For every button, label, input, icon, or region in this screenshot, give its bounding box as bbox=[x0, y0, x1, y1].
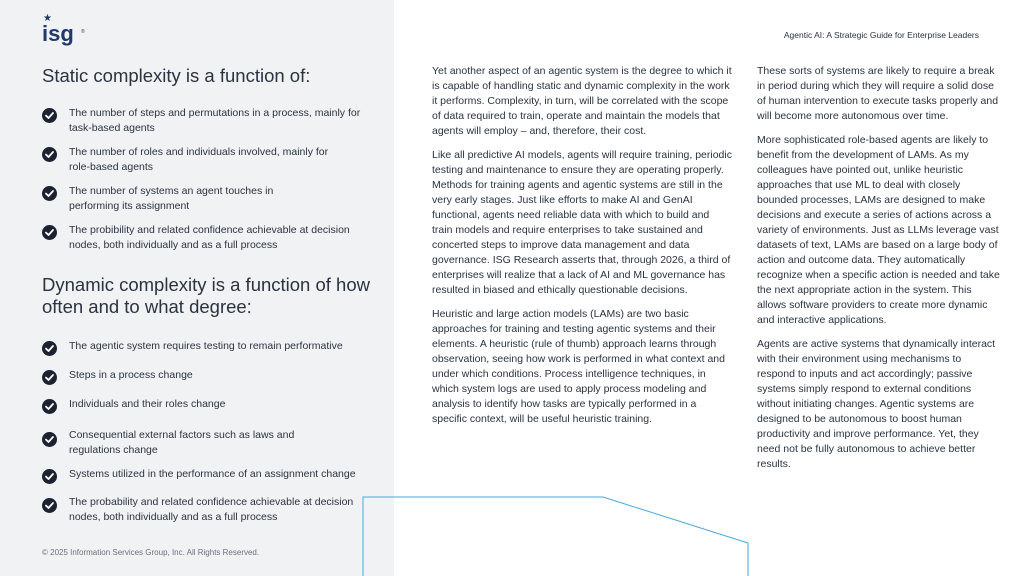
list-item-text: The agentic system requires testing to remain performative bbox=[69, 340, 343, 352]
paragraph: Yet another aspect of an agentic system is the degree to which it is capable of handling static and dynamic complexity in the work it performs. Complexity, in turn, will be correlated with the scope of data required to train, operate and maintain the models that agents will employ – and, therefore, their cost. bbox=[432, 65, 732, 137]
logo-star-icon: ★ bbox=[43, 13, 52, 24]
logo-text: isg bbox=[42, 21, 74, 46]
list-item-text: The probability and related confidence achievable at decision nodes, both individually and as a full process bbox=[69, 496, 354, 523]
paragraph: These sorts of systems are likely to require a break in period during which they will require a solid dose of human intervention to execute tasks properly and will become more autonomous over time. bbox=[757, 65, 999, 122]
paragraph: More sophisticated role-based agents are likely to benefit from the development of LAMs. As my colleagues have pointed out, unlike heuristic approaches that use ML to deal with closely bounded processes, LAMs are designed to make decisions and execute a series of actions across a variety of environments. Just as LLMs leverage vast datasets of text, LAMs are based on a large body of action and outcome data. They automatically recognize when a specific action is needed and take the next appropriate action in the system. This allows software providers to create more dynamic and interactive applications. bbox=[757, 134, 1000, 326]
dynamic-complexity-heading: Dynamic complexity is a function of how often and to what degree: bbox=[42, 274, 370, 317]
list-item-text: The probibility and related confidence achievable at decision nodes, both individually and as a full process bbox=[69, 224, 350, 251]
list-item-text: Individuals and their roles change bbox=[69, 398, 226, 410]
list-item-text: The number of systems an agent touches in performing its assignment bbox=[69, 185, 274, 212]
paragraph: Heuristic and large action models (LAMs) are two basic approaches for training and testing agentic systems and their elements. A heuristic (rule of thumb) approach learns through observation, seeing how work is performed in what context and under which conditions. Process intelligence techniques, in which system logs are used to apply process modeling and analysis to identify how tasks are typically performed in a specific context, will be useful heuristic training. bbox=[432, 308, 725, 425]
logo-trademark: ® bbox=[81, 29, 85, 35]
paragraph: Agents are active systems that dynamically interact with their environment using mechanisms to respond to inputs and act accordingly; passive systems simply respond to external conditions without initiating changes. Agentic systems are designed to be autonomous to boost human productivity and improve performance. Yet, they need not be fully autonomous to achieve better results. bbox=[757, 338, 996, 470]
list-item-text: Consequential external factors such as laws and regulations change bbox=[69, 429, 295, 456]
list-item-text: Steps in a process change bbox=[69, 369, 193, 381]
document-title: Agentic AI: A Strategic Guide for Enterprise Leaders bbox=[783, 30, 979, 40]
copyright-notice: © 2025 Information Services Group, Inc. All Rights Reserved. bbox=[42, 548, 260, 557]
list-item-text: The number of roles and individuals involved, mainly for role-based agents bbox=[69, 146, 329, 173]
paragraph: Like all predictive AI models, agents will require training, periodic testing and maintenance to ensure they are operating properly. Methods for training agents and agentic systems are still in the very early stages. Just like efforts to make AI and GenAI functional, agents need reliable data with which to build and train models and require enterprises to take sustained and concerted steps to improve data management and data governance. ISG Research asserts that, through 2026, a third of enterprises will realize that a lack of AI and ML governance has resulted in biased and ethically questionable decisions. bbox=[432, 149, 732, 296]
list-item-text: Systems utilized in the performance of an assignment change bbox=[69, 468, 356, 480]
static-complexity-heading: Static complexity is a function of: bbox=[42, 65, 311, 86]
list-item-text: The number of steps and permutations in a process, mainly for task-based agents bbox=[69, 107, 361, 134]
